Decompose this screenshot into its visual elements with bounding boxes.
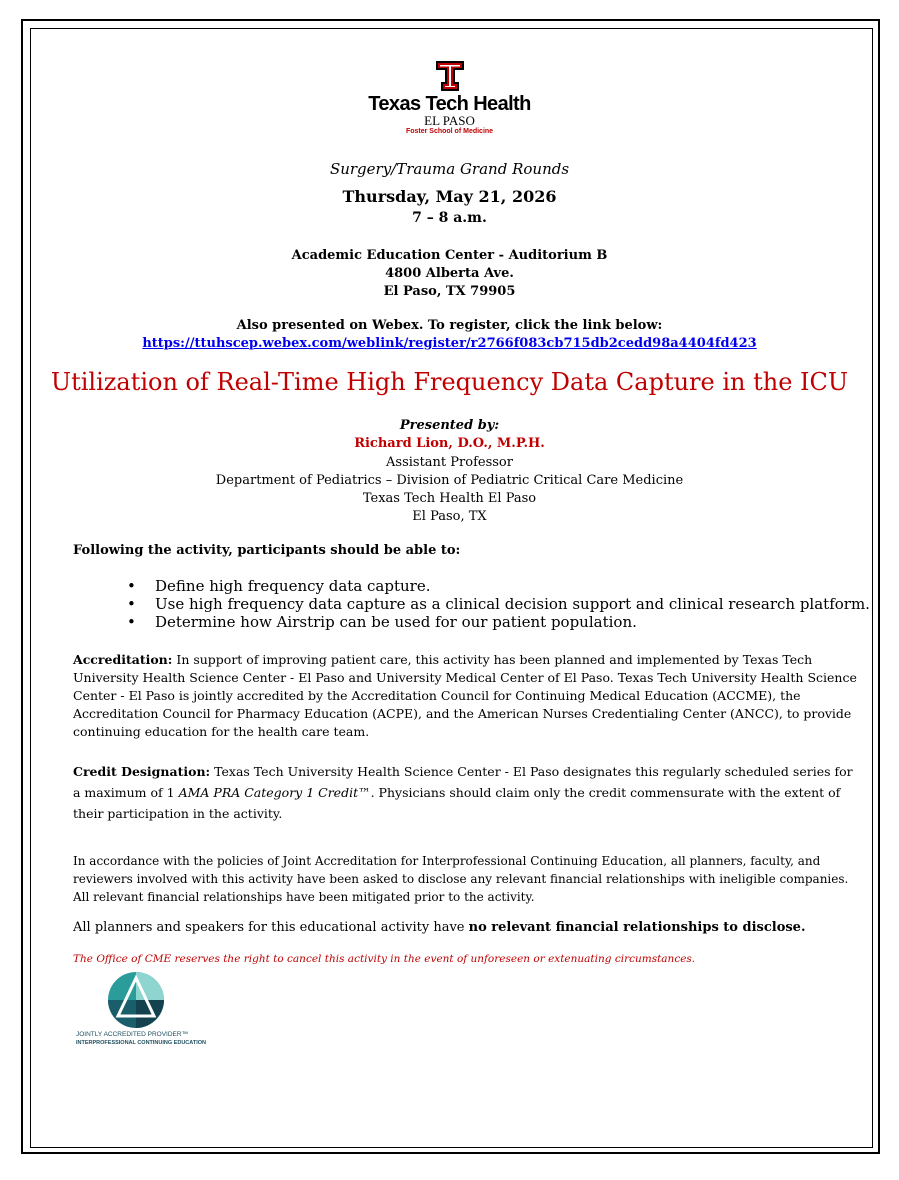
disclosure-policy: In accordance with the policies of Joint Accreditation for Interprofessional Continuing Education, all planners, faculty, and reviewers involved with this activity have been asked to disclose any relevant financial relationships with ineligible companies. All relevant financial relationships have been mitigated prior to the activity.	[73, 854, 849, 904]
speaker-city: El Paso, TX	[412, 509, 487, 524]
disclosure-bold: no relevant financial relationships to disclose.	[468, 920, 806, 935]
webex-register-link[interactable]: https://ttuhscep.webex.com/weblink/register/r2766f083cb715db2cedd98a4404fd423	[142, 336, 757, 351]
objectives-list	[125, 577, 870, 631]
list-item: • Determine how Airstrip can be used for our patient population.	[125, 613, 870, 631]
credit-name: AMA PRA Category 1 Credit	[178, 785, 359, 800]
event-series: Surgery/Trauma Grand Rounds	[329, 160, 570, 178]
location-name: Academic Education Center - Auditorium B	[291, 248, 608, 263]
ttuhsc-logo	[0, 60, 899, 137]
disclosure-statement	[73, 919, 863, 937]
address-street: 4800 Alberta Ave.	[385, 266, 514, 281]
speaker-department: Department of Pediatrics – Division of Pediatric Critical Care Medicine	[215, 473, 684, 488]
credit-text-before: Texas Tech University Health Science Center - El Paso designates this regularly scheduled series for a maximum of 1	[73, 764, 853, 800]
credit-paragraph	[73, 761, 863, 824]
credit-text-after: ™. Physicians should claim only the credit commensurate with the extent of their participation in the activity.	[73, 785, 841, 821]
webex-note: Also presented on Webex. To register, click the link below:	[236, 318, 663, 333]
accreditation-label: Accreditation:	[73, 652, 173, 667]
jap-line1: JOINTLY ACCREDITED PROVIDER™	[76, 1031, 189, 1038]
jap-line2: INTERPROFESSIONAL CONTINUING EDUCATION	[76, 1040, 206, 1046]
accreditation-paragraph	[73, 651, 863, 741]
list-item: • Use high frequency data capture as a clinical decision support and clinical research platform.	[125, 595, 870, 613]
talk-title: Utilization of Real-Time High Frequency Data Capture in the ICU	[50, 368, 849, 396]
disclosure-prefix: All planners and speakers for this educational activity have	[73, 920, 465, 935]
speaker-name: Richard Lion, D.O., M.P.H.	[354, 436, 545, 451]
logo-school: Foster School of Medicine	[405, 128, 494, 135]
event-date: Thursday, May 21, 2026	[342, 187, 557, 206]
list-item: • Define high frequency data capture.	[125, 577, 870, 595]
logo-name: Texas Tech Health	[368, 93, 531, 115]
presented-by-label: Presented by:	[399, 418, 500, 433]
jointly-accredited-icon	[106, 970, 166, 1030]
speaker-title: Assistant Professor	[386, 455, 513, 470]
event-time: 7 – 8 a.m.	[412, 210, 487, 226]
credit-label: Credit Designation:	[73, 764, 211, 779]
jointly-accredited-logo	[76, 970, 206, 1048]
cancellation-notice: The Office of CME reserves the right to cancel this activity in the event of unforeseen or extenuating circumstances.	[73, 953, 696, 965]
accreditation-text: In support of improving patient care, this activity has been planned and implemented by Texas Tech University Health Science Center - El Paso and University Medical Center of El Paso. Texas Tech University Health Science Center - El Paso is jointly accredited by the Accreditation Council for Continuing Medical Education (ACCME), the Accreditation Council for Pharmacy Education (ACPE), and the American Nurses Credentialing Center (ANCC), to provide continuing education for the health care team.	[73, 652, 857, 739]
address-city: El Paso, TX 79905	[383, 284, 516, 299]
logo-campus: EL PASO	[424, 113, 475, 128]
objectives-lead: Following the activity, participants should be able to:	[73, 543, 461, 558]
speaker-institution: Texas Tech Health El Paso	[362, 491, 537, 506]
double-t-logo-icon	[435, 60, 465, 92]
